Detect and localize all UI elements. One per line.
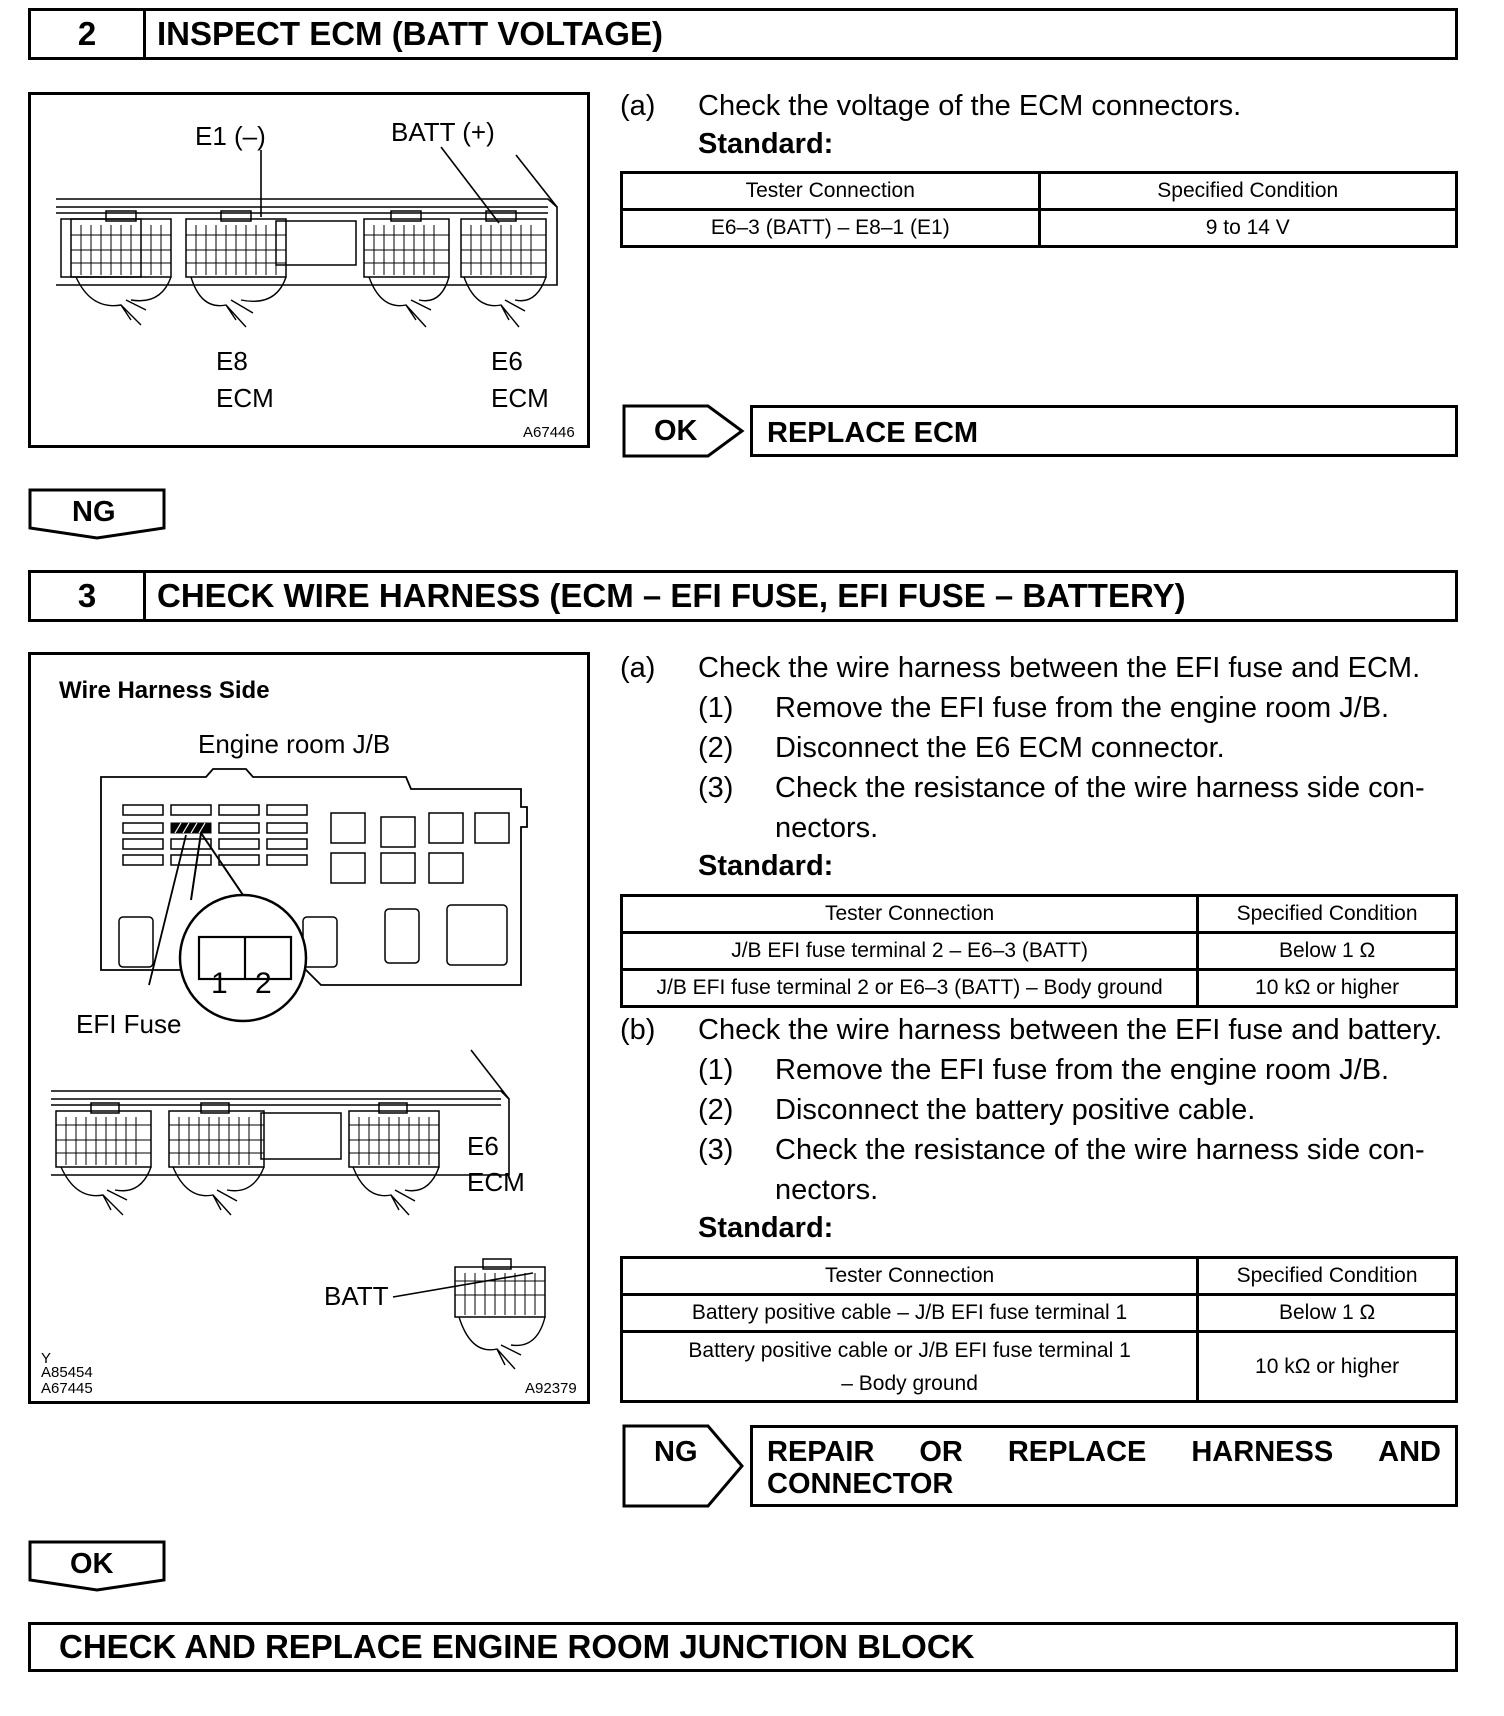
standard-label: Standard: [698,128,834,160]
table-cell: E6–3 (BATT) – E8–1 (E1) [622,210,1040,247]
label-e8-ecm: ECM [216,383,274,413]
substep-text: Check the resistance of the wire harness side con- [775,1134,1425,1166]
label-e6-ecm: ECM [491,383,549,413]
spec-table [620,171,1458,248]
table-cell: 10 kΩ or higher [1198,1332,1457,1402]
table-cell: 9 to 14 V [1039,210,1457,247]
ecm-connector-figure [28,92,590,448]
figure-code: A92379 [525,1380,577,1397]
jb-label: Engine room J/B [198,729,391,759]
substep-text: Remove the EFI fuse from the engine room J/B. [775,692,1390,724]
table-cell: J/B EFI fuse terminal 2 or E6–3 (BATT) – Body ground [622,970,1198,1007]
figure-code: A67445 [41,1380,93,1397]
ng-result-box [750,1425,1458,1507]
table-header: Tester Connection [622,1258,1198,1295]
substep-text: Disconnect the E6 ECM connector. [775,732,1225,764]
substep-text-cont: nectors. [775,1174,879,1206]
substep-num: (3) [698,772,734,804]
table-cell: Below 1 Ω [1198,933,1457,970]
instruction-marker: (a) [620,652,656,684]
final-step-header [28,1622,1458,1672]
instruction-text: Check the voltage of the ECM connectors. [698,90,1242,122]
substep-text: Disconnect the battery positive cable. [775,1094,1256,1126]
ng-result-line-2: CONNECTOR [767,1468,954,1500]
table-cell-line: Battery positive cable or J/B EFI fuse terminal 1 [688,1338,1131,1362]
wire-harness-figure [28,652,590,1404]
label-e6: E6 [491,346,523,376]
table-cell [622,1332,1198,1402]
label-e8: E8 [216,346,248,376]
step-2-header [28,8,1458,60]
e6-label: E6 [467,1131,499,1161]
step-number: 3 [31,573,146,619]
ng-result-word: HARNESS [1191,1436,1334,1468]
table-cell: 10 kΩ or higher [1198,970,1457,1007]
instruction-marker: (b) [620,1014,656,1046]
ok-label: OK [654,415,698,447]
ok-result-box [750,405,1458,457]
spec-table [620,894,1458,1008]
ng-result-word: REPLACE [1007,1436,1147,1468]
substep-text-cont: nectors. [775,812,879,844]
table-header: Specified Condition [1039,173,1457,210]
table-header: Tester Connection [622,896,1198,933]
substep-num: (2) [698,732,734,764]
efi-fuse-label: EFI Fuse [76,1009,182,1039]
ng-label: NG [72,496,116,528]
figure-code: A85454 [41,1364,93,1381]
table-header: Specified Condition [1198,1258,1457,1295]
instruction-marker: (a) [620,90,656,122]
instruction-text: Check the wire harness between the EFI fuse and ECM. [698,652,1421,684]
step-title: INSPECT ECM (BATT VOLTAGE) [157,15,663,52]
table-cell: Battery positive cable – J/B EFI fuse terminal 1 [622,1295,1198,1332]
step-3-header [28,570,1458,622]
ng-result-word: REPAIR [767,1436,875,1468]
terminal-1: 1 [211,967,228,1000]
table-cell: Below 1 Ω [1198,1295,1457,1332]
batt-label: BATT [324,1281,389,1311]
ng-label: NG [654,1436,698,1468]
substep-num: (3) [698,1134,734,1166]
spec-table [620,1256,1458,1403]
substep-num: (1) [698,692,734,724]
ecm-label: ECM [467,1167,525,1197]
ng-result-line-1 [767,1436,1441,1469]
standard-label: Standard: [698,850,834,882]
substep-text: Check the resistance of the wire harness side con- [775,772,1425,804]
ok-label: OK [70,1548,114,1580]
figure-heading: Wire Harness Side [59,677,270,704]
figure-code: A67446 [523,424,575,441]
terminal-2: 2 [255,967,272,1000]
substep-num: (2) [698,1094,734,1126]
ng-result-word: OR [919,1436,963,1468]
label-batt: BATT (+) [391,117,495,147]
label-e1: E1 (–) [195,121,266,151]
figure-code-y: Y [41,1350,52,1367]
table-header: Specified Condition [1198,896,1457,933]
substep-text: Remove the EFI fuse from the engine room J/B. [775,1054,1390,1086]
table-cell: J/B EFI fuse terminal 2 – E6–3 (BATT) [622,933,1198,970]
instruction-text: Check the wire harness between the EFI fuse and battery. [698,1014,1443,1046]
step-title: CHECK WIRE HARNESS (ECM – EFI FUSE, EFI FUSE – BATTERY) [157,577,1186,614]
substep-num: (1) [698,1054,734,1086]
ok-result-text: REPLACE ECM [767,417,979,449]
step-number: 2 [31,11,146,57]
standard-label: Standard: [698,1212,834,1244]
table-cell-line: – Body ground [841,1371,978,1395]
table-header: Tester Connection [622,173,1040,210]
final-step-title: CHECK AND REPLACE ENGINE ROOM JUNCTION BLOCK [59,1628,975,1665]
ng-result-word: AND [1378,1436,1441,1468]
